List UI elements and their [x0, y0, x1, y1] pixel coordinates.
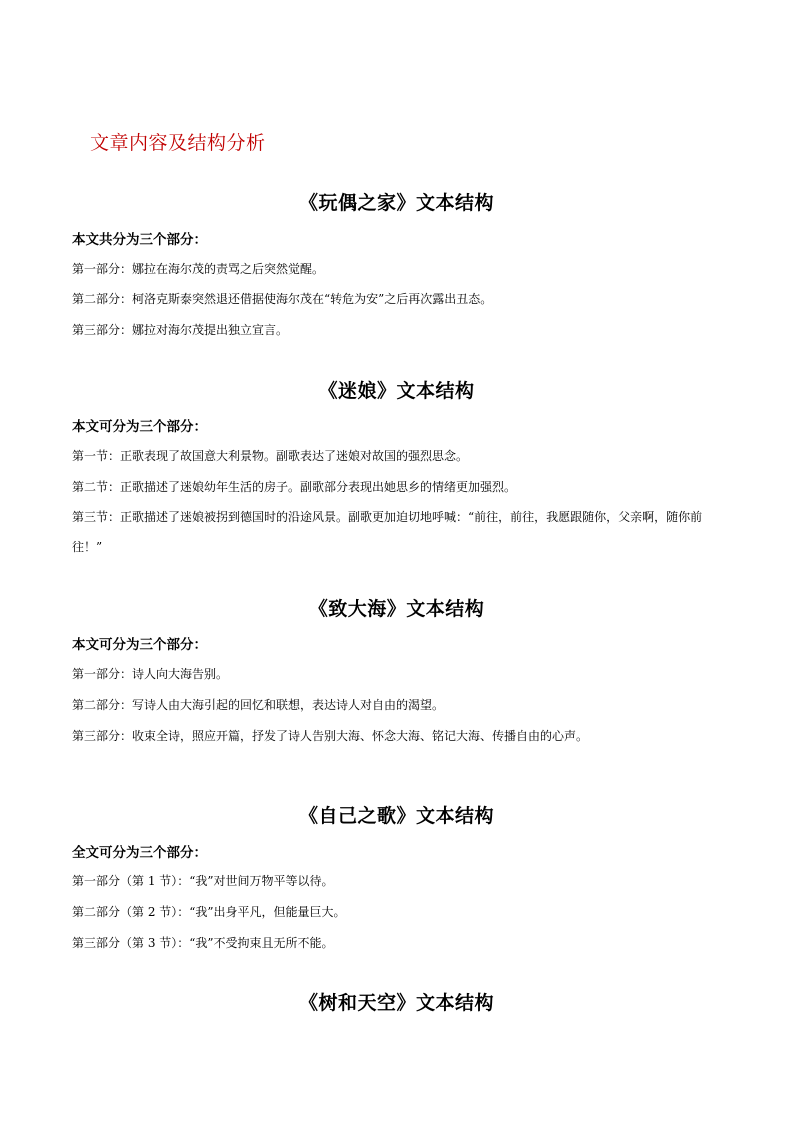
paragraph: 第二部分：柯洛克斯泰突然退还借据使海尔茂在“转危为安”之后再次露出丑态。	[72, 292, 493, 306]
paragraph: 第三部分：娜拉对海尔茂提出独立宣言。	[72, 323, 289, 337]
paragraph: 第二部分（第 2 节）：“我”出身平凡，但能量巨大。	[72, 905, 346, 919]
paragraph: 第三部分：收束全诗，照应开篇，抒发了诗人告别大海、怀念大海、铭记大海、传播自由的心声。	[72, 729, 589, 743]
section-title-mignon: 《迷娘》文本结构	[318, 380, 475, 402]
paragraph: 第一部分：诗人向大海告别。	[72, 667, 229, 681]
section-intro: 本文可分为三个部分：	[72, 637, 207, 653]
paragraph: 第三节：正歌描述了迷娘被拐到德国时的沿途风景。副歌更加迫切地呼喊：“前往，前往，我愿跟随你，父亲啊，随你前往！”	[72, 510, 703, 554]
section-intro: 全文可分为三个部分：	[72, 845, 207, 861]
document-header: 文章内容及结构分析	[90, 132, 266, 154]
section-intro: 本文可分为三个部分：	[72, 419, 207, 435]
section-title-song-of-myself: 《自己之歌》文本结构	[298, 805, 494, 827]
section-intro: 本文共分为三个部分：	[72, 232, 207, 248]
paragraph: 第二节：正歌描述了迷娘幼年生活的房子。副歌部分表现出她思乡的情绪更加强烈。	[72, 480, 517, 494]
section-title-doll-house: 《玩偶之家》文本结构	[298, 192, 494, 214]
paragraph: 第一部分：娜拉在海尔茂的责骂之后突然觉醒。	[72, 262, 325, 276]
paragraph: 第一部分（第 1 节）：“我”对世间万物平等以待。	[72, 874, 334, 888]
section-title-to-the-sea: 《致大海》文本结构	[308, 598, 485, 620]
paragraph: 第二部分：写诗人由大海引起的回忆和联想，表达诗人对自由的渴望。	[72, 698, 445, 712]
paragraph: 第三部分（第 3 节）：“我”不受拘束且无所不能。	[72, 936, 334, 950]
section-title-tree-and-sky: 《树和天空》文本结构	[298, 992, 494, 1014]
paragraph: 第一节：正歌表现了故国意大利景物。副歌表达了迷娘对故国的强烈思念。	[72, 449, 469, 463]
